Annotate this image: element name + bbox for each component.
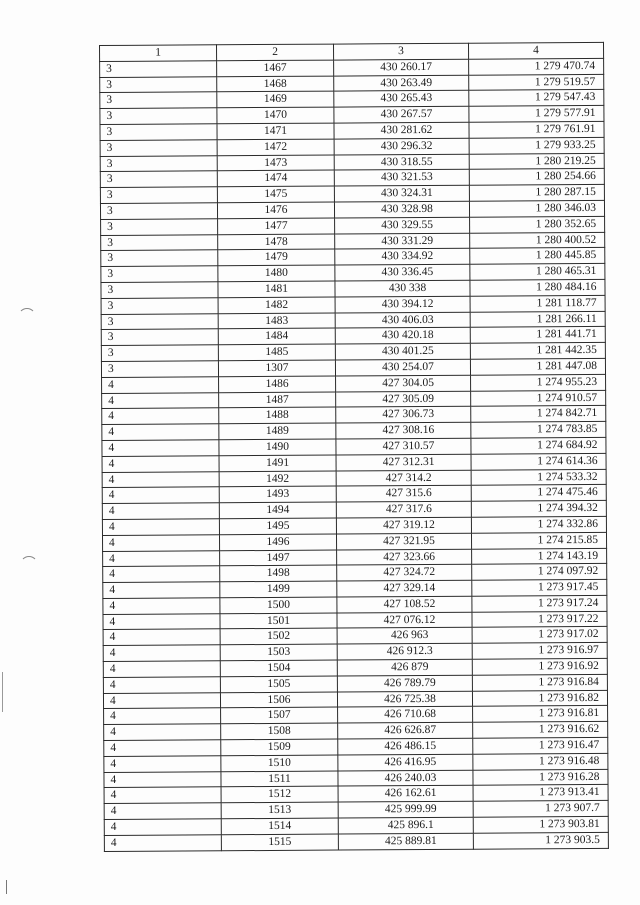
contour-number-cell: 4 bbox=[103, 661, 220, 678]
point-number-cell: 1509 bbox=[221, 739, 338, 756]
x-coordinate-cell: 430 263.49 bbox=[334, 75, 469, 92]
y-coordinate-cell: 1 281 118.77 bbox=[470, 295, 605, 312]
x-coordinate-cell: 427 324.72 bbox=[337, 565, 472, 582]
y-coordinate-cell: 1 281 441.71 bbox=[470, 327, 605, 344]
point-number-cell: 1486 bbox=[219, 376, 336, 393]
x-coordinate-cell: 430 406.03 bbox=[335, 312, 470, 329]
y-coordinate-cell: 1 274 842.71 bbox=[471, 406, 606, 423]
x-coordinate-cell: 427 314.2 bbox=[336, 470, 471, 487]
y-coordinate-cell: 1 273 913.41 bbox=[473, 785, 608, 802]
point-number-cell: 1490 bbox=[219, 439, 336, 456]
y-coordinate-cell: 1 273 916.92 bbox=[472, 658, 607, 675]
x-coordinate-cell: 427 315.6 bbox=[336, 486, 471, 503]
point-number-cell: 1496 bbox=[219, 534, 336, 551]
contour-number-cell: 3 bbox=[101, 329, 218, 346]
x-coordinate-cell: 427 329.14 bbox=[337, 580, 472, 597]
contour-number-cell: 4 bbox=[103, 582, 220, 599]
point-number-cell: 1501 bbox=[220, 613, 337, 630]
x-coordinate-cell: 427 304.05 bbox=[336, 375, 471, 392]
contour-number-cell: 4 bbox=[103, 550, 220, 567]
y-coordinate-cell: 1 273 916.97 bbox=[472, 643, 607, 660]
point-number-cell: 1477 bbox=[218, 218, 335, 235]
point-number-cell: 1504 bbox=[220, 660, 337, 677]
contour-number-cell: 4 bbox=[104, 771, 221, 788]
contour-number-cell: 3 bbox=[101, 313, 218, 330]
point-number-cell: 1503 bbox=[220, 644, 337, 661]
x-coordinate-cell: 430 329.55 bbox=[335, 217, 470, 234]
point-number-cell: 1492 bbox=[219, 471, 336, 488]
y-coordinate-cell: 1 274 955.23 bbox=[471, 374, 606, 391]
point-number-cell: 1481 bbox=[218, 281, 335, 298]
contour-number-cell: 4 bbox=[104, 708, 221, 725]
point-number-cell: 1478 bbox=[218, 234, 335, 251]
contour-number-cell: 4 bbox=[102, 487, 219, 504]
y-coordinate-cell: 1 273 917.02 bbox=[472, 627, 607, 644]
point-number-cell: 1499 bbox=[220, 581, 337, 598]
contour-number-cell: 4 bbox=[102, 503, 219, 520]
x-coordinate-cell: 430 331.29 bbox=[335, 233, 470, 250]
point-number-cell: 1510 bbox=[221, 755, 338, 772]
x-coordinate-cell: 427 108.52 bbox=[337, 596, 472, 613]
contour-number-cell: 3 bbox=[101, 234, 218, 251]
contour-number-cell: 3 bbox=[101, 266, 218, 283]
punch-hole-mark-bottom bbox=[20, 556, 38, 574]
point-number-cell: 1513 bbox=[221, 802, 338, 819]
contour-number-cell: 3 bbox=[101, 361, 218, 378]
y-coordinate-cell: 1 273 916.28 bbox=[473, 769, 608, 786]
x-coordinate-cell: 430 401.25 bbox=[335, 343, 470, 360]
x-coordinate-cell: 427 321.95 bbox=[336, 533, 471, 550]
contour-number-cell: 4 bbox=[103, 598, 220, 615]
point-number-cell: 1502 bbox=[220, 629, 337, 646]
contour-number-cell: 4 bbox=[103, 645, 220, 662]
y-coordinate-cell: 1 279 519.57 bbox=[469, 74, 604, 91]
x-coordinate-cell: 430 265.43 bbox=[334, 91, 469, 108]
point-number-cell: 1470 bbox=[217, 107, 334, 124]
y-coordinate-cell: 1 273 916.84 bbox=[472, 674, 607, 691]
y-coordinate-cell: 1 273 903.5 bbox=[473, 832, 608, 849]
point-number-cell: 1507 bbox=[221, 708, 338, 725]
contour-number-cell: 4 bbox=[103, 629, 220, 646]
point-number-cell: 1488 bbox=[219, 407, 336, 424]
y-coordinate-cell: 1 279 547.43 bbox=[469, 90, 604, 107]
y-coordinate-cell: 1 279 577.91 bbox=[469, 106, 604, 123]
contour-number-cell: 4 bbox=[103, 613, 220, 630]
y-coordinate-cell: 1 281 447.08 bbox=[470, 358, 605, 375]
point-number-cell: 1485 bbox=[218, 344, 335, 361]
point-number-cell: 1515 bbox=[221, 834, 338, 851]
contour-number-cell: 4 bbox=[104, 835, 221, 852]
header-col-4: 4 bbox=[468, 42, 603, 59]
x-coordinate-cell: 426 162.61 bbox=[338, 786, 473, 803]
y-coordinate-cell: 1 280 287.15 bbox=[469, 185, 604, 202]
contour-number-cell: 3 bbox=[101, 219, 218, 236]
y-coordinate-cell: 1 280 219.25 bbox=[469, 153, 604, 170]
x-coordinate-cell: 426 789.79 bbox=[337, 675, 472, 692]
y-coordinate-cell: 1 274 394.32 bbox=[471, 501, 606, 518]
x-coordinate-cell: 430 267.57 bbox=[334, 106, 469, 123]
margin-tick bbox=[2, 672, 3, 712]
contour-number-cell: 3 bbox=[101, 250, 218, 267]
x-coordinate-cell: 427 312.31 bbox=[336, 454, 471, 471]
point-number-cell: 1468 bbox=[217, 76, 334, 93]
contour-number-cell: 3 bbox=[100, 124, 217, 141]
y-coordinate-cell: 1 273 916.48 bbox=[473, 753, 608, 770]
contour-number-cell: 4 bbox=[102, 424, 219, 441]
y-coordinate-cell: 1 274 783.85 bbox=[471, 422, 606, 439]
x-coordinate-cell: 427 310.57 bbox=[336, 438, 471, 455]
contour-number-cell: 4 bbox=[102, 471, 219, 488]
y-coordinate-cell: 1 273 916.62 bbox=[473, 722, 608, 739]
contour-number-cell: 3 bbox=[100, 108, 217, 125]
punch-hole-mark-top bbox=[18, 308, 36, 326]
contour-number-cell: 4 bbox=[102, 408, 219, 425]
point-number-cell: 1467 bbox=[217, 60, 334, 77]
y-coordinate-cell: 1 280 484.16 bbox=[470, 279, 605, 296]
point-number-cell: 1500 bbox=[220, 597, 337, 614]
point-number-cell: 1506 bbox=[220, 692, 337, 709]
y-coordinate-cell: 1 274 475.46 bbox=[471, 485, 606, 502]
contour-number-cell: 4 bbox=[103, 692, 220, 709]
y-coordinate-cell: 1 273 916.82 bbox=[472, 690, 607, 707]
y-coordinate-cell: 1 273 917.22 bbox=[472, 611, 607, 628]
point-number-cell: 1473 bbox=[217, 155, 334, 172]
x-coordinate-cell: 426 710.68 bbox=[338, 707, 473, 724]
point-number-cell: 1472 bbox=[217, 139, 334, 156]
y-coordinate-cell: 1 274 097.92 bbox=[472, 564, 607, 581]
contour-number-cell: 4 bbox=[104, 787, 221, 804]
x-coordinate-cell: 430 420.18 bbox=[335, 328, 470, 345]
header-col-2: 2 bbox=[217, 44, 334, 61]
point-number-cell: 1307 bbox=[218, 360, 335, 377]
x-coordinate-cell: 430 321.53 bbox=[334, 170, 469, 187]
point-number-cell: 1469 bbox=[217, 91, 334, 108]
y-coordinate-cell: 1 281 266.11 bbox=[470, 311, 605, 328]
x-coordinate-cell: 430 318.55 bbox=[334, 154, 469, 171]
point-number-cell: 1484 bbox=[218, 328, 335, 345]
y-coordinate-cell: 1 274 143.19 bbox=[472, 548, 607, 565]
x-coordinate-cell: 430 336.45 bbox=[335, 264, 470, 281]
x-coordinate-cell: 430 254.07 bbox=[335, 359, 470, 376]
x-coordinate-cell: 430 394.12 bbox=[335, 296, 470, 313]
x-coordinate-cell: 427 076.12 bbox=[337, 612, 472, 629]
table-body bbox=[100, 58, 609, 851]
x-coordinate-cell: 426 912.3 bbox=[337, 644, 472, 661]
contour-number-cell: 4 bbox=[103, 566, 220, 583]
point-number-cell: 1505 bbox=[220, 676, 337, 693]
x-coordinate-cell: 427 317.6 bbox=[336, 501, 471, 518]
contour-number-cell: 3 bbox=[100, 187, 217, 204]
x-coordinate-cell: 425 999.99 bbox=[338, 801, 473, 818]
contour-number-cell: 3 bbox=[100, 92, 217, 109]
contour-number-cell: 4 bbox=[102, 519, 219, 536]
contour-number-cell: 4 bbox=[102, 534, 219, 551]
contour-number-cell: 3 bbox=[100, 203, 217, 220]
y-coordinate-cell: 1 280 254.66 bbox=[469, 169, 604, 186]
contour-number-cell: 3 bbox=[100, 171, 217, 188]
x-coordinate-cell: 426 963 bbox=[337, 628, 472, 645]
x-coordinate-cell: 427 323.66 bbox=[337, 549, 472, 566]
point-number-cell: 1482 bbox=[218, 297, 335, 314]
point-number-cell: 1495 bbox=[219, 518, 336, 535]
contour-number-cell: 4 bbox=[102, 392, 219, 409]
y-coordinate-cell: 1 279 470.74 bbox=[469, 58, 604, 75]
point-number-cell: 1483 bbox=[218, 313, 335, 330]
point-number-cell: 1479 bbox=[218, 249, 335, 266]
x-coordinate-cell: 430 334.92 bbox=[335, 249, 470, 266]
x-coordinate-cell: 430 328.98 bbox=[334, 201, 469, 218]
contour-number-cell: 4 bbox=[102, 455, 219, 472]
y-coordinate-cell: 1 280 465.31 bbox=[470, 264, 605, 281]
x-coordinate-cell: 427 305.09 bbox=[336, 391, 471, 408]
x-coordinate-cell: 426 486.15 bbox=[338, 738, 473, 755]
coordinates-table bbox=[99, 42, 609, 852]
header-col-3: 3 bbox=[333, 43, 468, 60]
contour-number-cell: 3 bbox=[101, 282, 218, 299]
point-number-cell: 1514 bbox=[221, 818, 338, 835]
x-coordinate-cell: 425 896.1 bbox=[338, 817, 473, 834]
y-coordinate-cell: 1 274 332.86 bbox=[471, 516, 606, 533]
point-number-cell: 1476 bbox=[217, 202, 334, 219]
point-number-cell: 1489 bbox=[219, 423, 336, 440]
point-number-cell: 1497 bbox=[220, 550, 337, 567]
contour-number-cell: 4 bbox=[103, 677, 220, 694]
y-coordinate-cell: 1 279 933.25 bbox=[469, 137, 604, 154]
point-number-cell: 1471 bbox=[217, 123, 334, 140]
point-number-cell: 1508 bbox=[221, 723, 338, 740]
y-coordinate-cell: 1 273 916.81 bbox=[473, 706, 608, 723]
point-number-cell: 1475 bbox=[217, 186, 334, 203]
y-coordinate-cell: 1 273 916.47 bbox=[473, 737, 608, 754]
y-coordinate-cell: 1 273 907.7 bbox=[473, 801, 608, 818]
x-coordinate-cell: 427 308.16 bbox=[336, 422, 471, 439]
contour-number-cell: 3 bbox=[100, 155, 217, 172]
y-coordinate-cell: 1 273 917.24 bbox=[472, 595, 607, 612]
x-coordinate-cell: 427 306.73 bbox=[336, 407, 471, 424]
margin-tick bbox=[6, 880, 7, 894]
contour-number-cell: 4 bbox=[104, 803, 221, 820]
x-coordinate-cell: 426 626.87 bbox=[338, 722, 473, 739]
y-coordinate-cell: 1 280 352.65 bbox=[470, 216, 605, 233]
x-coordinate-cell: 430 260.17 bbox=[334, 59, 469, 76]
point-number-cell: 1480 bbox=[218, 265, 335, 282]
contour-number-cell: 3 bbox=[101, 345, 218, 362]
x-coordinate-cell: 426 416.95 bbox=[338, 754, 473, 771]
point-number-cell: 1491 bbox=[219, 455, 336, 472]
x-coordinate-cell: 426 240.03 bbox=[338, 770, 473, 787]
y-coordinate-cell: 1 273 903.81 bbox=[473, 816, 608, 833]
y-coordinate-cell: 1 274 910.57 bbox=[471, 390, 606, 407]
point-number-cell: 1512 bbox=[221, 787, 338, 804]
point-number-cell: 1511 bbox=[221, 771, 338, 788]
x-coordinate-cell: 426 879 bbox=[337, 659, 472, 676]
y-coordinate-cell: 1 279 761.91 bbox=[469, 121, 604, 138]
y-coordinate-cell: 1 280 400.52 bbox=[470, 232, 605, 249]
contour-number-cell: 3 bbox=[100, 140, 217, 157]
contour-number-cell: 4 bbox=[102, 440, 219, 457]
contour-number-cell: 4 bbox=[104, 819, 221, 836]
point-number-cell: 1493 bbox=[219, 486, 336, 503]
y-coordinate-cell: 1 273 917.45 bbox=[472, 580, 607, 597]
y-coordinate-cell: 1 274 533.32 bbox=[471, 469, 606, 486]
contour-number-cell: 3 bbox=[100, 76, 217, 93]
contour-number-cell: 4 bbox=[104, 756, 221, 773]
x-coordinate-cell: 426 725.38 bbox=[337, 691, 472, 708]
contour-number-cell: 4 bbox=[102, 377, 219, 394]
point-number-cell: 1487 bbox=[219, 392, 336, 409]
point-number-cell: 1498 bbox=[220, 565, 337, 582]
y-coordinate-cell: 1 274 684.92 bbox=[471, 437, 606, 454]
contour-number-cell: 3 bbox=[100, 61, 217, 78]
x-coordinate-cell: 427 319.12 bbox=[336, 517, 471, 534]
contour-number-cell: 4 bbox=[104, 724, 221, 741]
x-coordinate-cell: 430 281.62 bbox=[334, 122, 469, 139]
y-coordinate-cell: 1 274 614.36 bbox=[471, 453, 606, 470]
table-row bbox=[104, 832, 608, 851]
point-number-cell: 1474 bbox=[217, 170, 334, 187]
point-number-cell: 1494 bbox=[219, 502, 336, 519]
x-coordinate-cell: 430 296.32 bbox=[334, 138, 469, 155]
header-col-1: 1 bbox=[100, 45, 217, 62]
x-coordinate-cell: 430 324.31 bbox=[334, 185, 469, 202]
contour-number-cell: 4 bbox=[104, 740, 221, 757]
x-coordinate-cell: 425 889.81 bbox=[338, 833, 473, 850]
y-coordinate-cell: 1 280 346.03 bbox=[469, 200, 604, 217]
y-coordinate-cell: 1 281 442.35 bbox=[470, 343, 605, 360]
y-coordinate-cell: 1 274 215.85 bbox=[471, 532, 606, 549]
y-coordinate-cell: 1 280 445.85 bbox=[470, 248, 605, 265]
contour-number-cell: 3 bbox=[101, 298, 218, 315]
x-coordinate-cell: 430 338 bbox=[335, 280, 470, 297]
